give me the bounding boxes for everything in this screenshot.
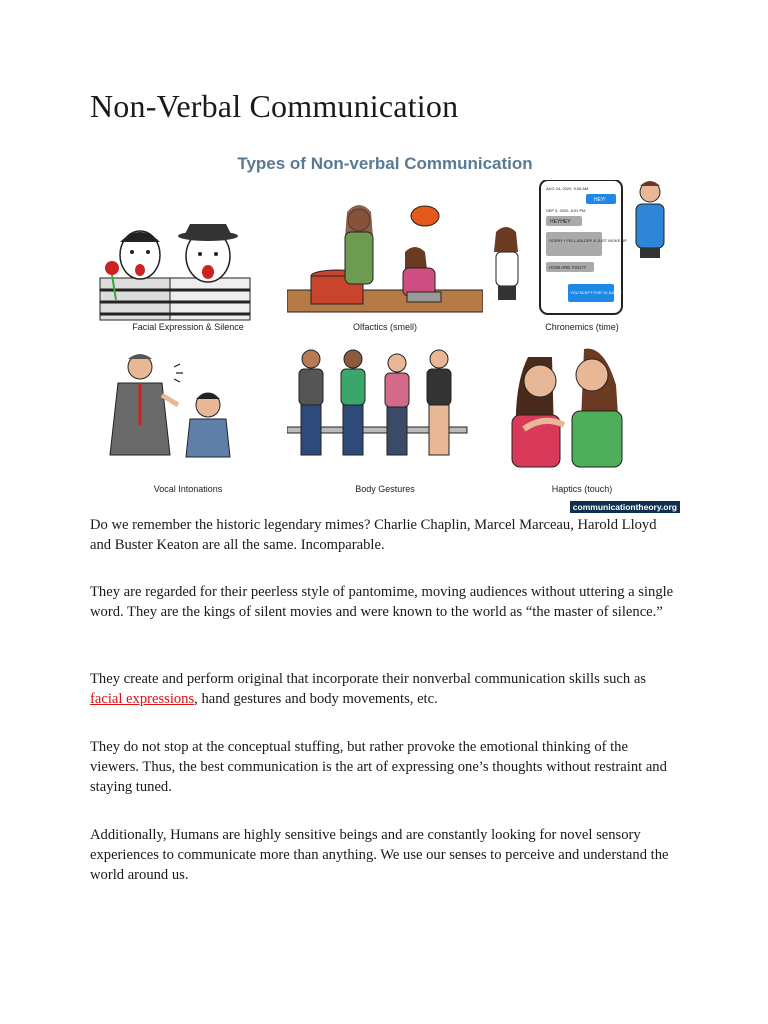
- phone-timestamp-1: AUG 24, 2020, 9:08 AM: [546, 186, 589, 191]
- cell-chronemics: [484, 180, 680, 355]
- person-3: [385, 354, 409, 455]
- paragraph-3-after: , hand gestures and body movements, etc.: [194, 691, 438, 707]
- paragraph-4: They do not stop at the conceptual stuffing, but rather provoke the emotional thinking of the viewers. Thus, the best communication is the art of expressing one’s thoughts without restraint and staying tuned.: [90, 739, 667, 795]
- label-chronemics: Chronemics (time): [545, 322, 619, 332]
- paragraph-5: Additionally, Humans are highly sensitive beings and are constantly looking for novel sensory experiences to communicate more than anything. We use our senses to perceive and understand the world around us.: [90, 827, 669, 883]
- seated-people-illustration: [287, 345, 483, 485]
- cell-vocal-intonations: [90, 345, 286, 520]
- person-4: [427, 350, 451, 455]
- cell-body-gestures: [287, 345, 483, 520]
- person-2: [341, 350, 365, 455]
- hugging-illustration: [484, 345, 680, 485]
- image-credit: communicationtheory.org: [570, 501, 680, 513]
- texting-illustration: [484, 180, 680, 330]
- infographic-figure: [90, 150, 680, 515]
- page-title: Non-Verbal Communication: [90, 88, 459, 124]
- figure-title: Types of Non-verbal Communication: [237, 154, 533, 173]
- phone-timestamp-2: SEP 3, 2020, 8:01 PM: [546, 208, 586, 213]
- cell-haptics: [484, 345, 680, 520]
- phone-message-how-are-you: HOW ARE YOU??: [549, 265, 587, 270]
- phone-message-hey: HEY!: [594, 197, 606, 203]
- paragraph-3-before: They create and perform original that incorporate their nonverbal communication skills such as: [90, 671, 646, 687]
- yelling-illustration: [90, 345, 286, 485]
- facial-expressions-link[interactable]: facial expressions: [90, 691, 195, 707]
- paragraph-3: [90, 669, 680, 709]
- label-vocal-intonations: Vocal Intonations: [153, 484, 223, 494]
- phone-message-slept: YOU SLEPT FOR 10 DAYS?: [570, 290, 622, 295]
- cell-facial-expression: [90, 180, 286, 355]
- label-body-gestures: Body Gestures: [355, 484, 415, 494]
- phone-message-sorry: SORRY I FELL ASLEEP & JUST WOKE UP: [549, 238, 628, 243]
- paragraph-2: They are regarded for their peerless style of pantomime, moving audiences without uttering a single word. They are the kings of silent movies and were known to the world as “the master of silence.”: [90, 584, 674, 620]
- person-1: [299, 350, 323, 455]
- mimes-illustration: [90, 180, 286, 330]
- label-olfactics: Olfactics (smell): [352, 322, 417, 332]
- phone-message-heyhey: HEYHEY: [550, 219, 571, 225]
- label-haptics: Haptics (touch): [551, 484, 613, 494]
- paragraph-1: Do we remember the historic legendary mimes? Charlie Chaplin, Marcel Marceau, Harold Lloyd and Buster Keaton are all the same. Incomparable.: [90, 517, 657, 553]
- label-facial-expression: Facial Expression & Silence: [132, 322, 244, 332]
- cell-olfactics: [287, 180, 483, 355]
- cooking-illustration: [287, 180, 483, 330]
